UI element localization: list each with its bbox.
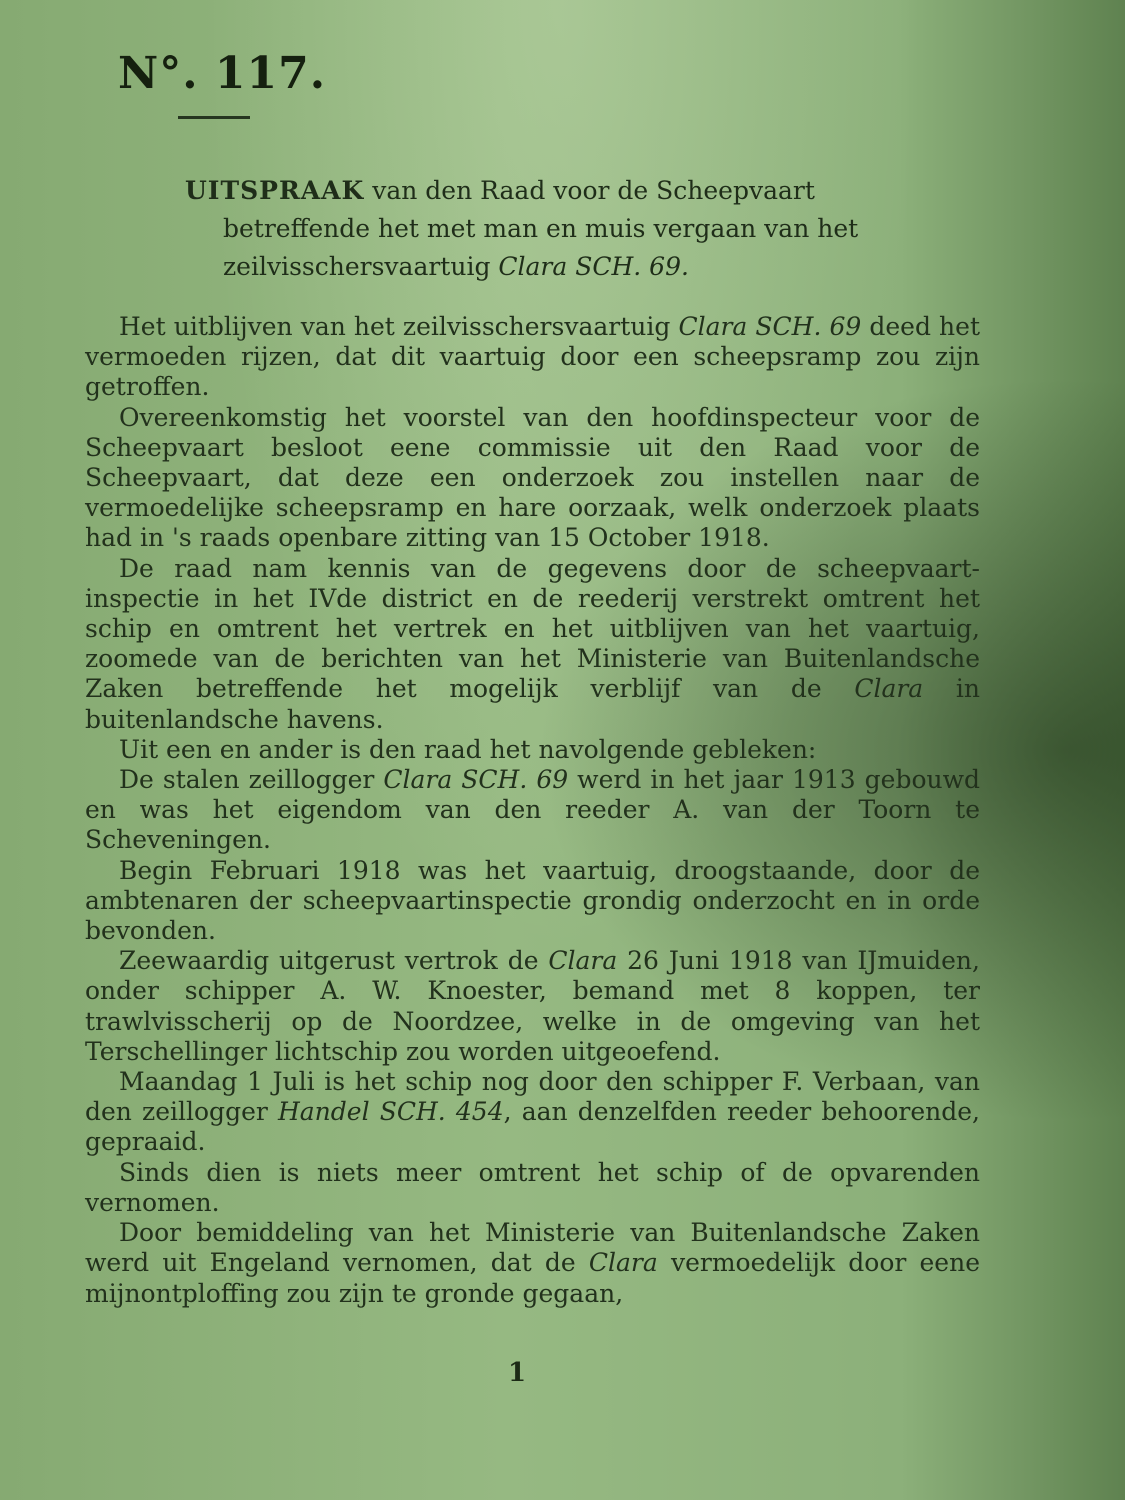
p1-text-c: deed het vermoeden rijzen, dat dit vaartuig door een scheepsramp zou zijn getroffen. — [85, 312, 981, 402]
p7-ship-name: Clara — [548, 946, 618, 976]
page-number: 1 — [508, 1358, 527, 1388]
p8-ship-name: Handel SCH. 454 — [277, 1097, 504, 1127]
heading-lead: UITSPRAAK — [185, 176, 365, 205]
heading-line2: betreffende het met man en muis vergaan van het — [223, 214, 859, 243]
paragraph-5 — [85, 765, 980, 856]
heading-line1: van den Raad voor de Scheepvaart — [364, 176, 815, 205]
verdict-body — [85, 312, 980, 1309]
heading-line3-plain: zeilvisschersvaartuig — [223, 252, 499, 281]
p5-text-c: werd in het jaar 1913 gebouwd en was het eigendom van den reeder A. van der Toorn te Scheveningen. — [85, 765, 981, 855]
p5-text-a: De stalen zeillogger — [119, 765, 384, 795]
p1-text-a: Het uitblijven van het zeilvisschersvaartuig — [119, 312, 679, 341]
p8-text-a: Maandag 1 Juli is het schip nog door den schipper F. Verbaan, van den zeillogger — [85, 1067, 980, 1127]
heading-ship-name: Clara SCH. 69. — [498, 252, 689, 281]
paragraph-4: Uit een en ander is den raad het navolgende gebleken: — [119, 734, 817, 764]
p10-text-a: Door bemiddeling van het Ministerie van Buitenlandsche Zaken werd uit Engeland vernomen, dat de — [85, 1218, 980, 1278]
heading-line3 — [185, 248, 980, 286]
paragraph-6: Begin Februari 1918 was het vaartuig, droogstaande, door de ambtenaren der scheepvaartinspectie grondig onderzocht en in orde bevonden. — [85, 855, 980, 946]
paragraph-1 — [85, 312, 980, 403]
p1-ship-name: Clara SCH. 69 — [678, 312, 862, 341]
p10-text-c: vermoedelijk door eene mijnontploffing zou zijn te gronde gegaan, — [85, 1248, 980, 1308]
p7-text-a: Zeewaardig uitgerust vertrok de — [119, 946, 549, 976]
title-rule — [178, 116, 250, 119]
p3-text-c: in buitenlandsche havens. — [85, 674, 980, 734]
verdict-heading — [185, 172, 980, 286]
p10-ship-name: Clara — [588, 1248, 658, 1278]
paragraph-2: Overeenkomstig het voorstel van den hoofdinspecteur voor de Scheepvaart besloot eene commissie uit den Raad voor de Scheepvaart, dat deze een onderzoek zou instellen naar de vermoedelijke scheepsramp en hare oorzaak, welk onderzoek plaats had in 's raads openbare zitting van 15 October 1918. — [85, 402, 980, 553]
p3-ship-name: Clara — [854, 674, 924, 704]
paragraph-7 — [85, 946, 980, 1067]
p8-text-c: , aan denzelfden reeder behoorende, gepraaid. — [85, 1097, 980, 1157]
document-number: N°. 117. — [118, 48, 327, 99]
p7-text-c: 26 Juni 1918 van IJmuiden, onder schipper A. W. Knoester, bemand met 8 koppen, ter trawlvisscherij op de Noordzee, welke in de omgeving van het Terschellinger lichtschip zou worden uitgeoefend. — [85, 946, 980, 1066]
p5-ship-name: Clara SCH. 69 — [383, 765, 569, 795]
paragraph-3 — [85, 554, 980, 735]
paragraph-8 — [85, 1067, 980, 1158]
paragraph-9: Sinds dien is niets meer omtrent het schip of de opvarenden vernomen. — [85, 1157, 980, 1217]
p3-text-a: De raad nam kennis van de gegevens door de scheepvaart-inspectie in het IVde district en de reederij verstrekt omtrent het schip en omtrent het vertrek en het uitblijven van het vaartuig, zoomede van de berichten van het Ministerie van Buitenlandsche Zaken betreffende het mogelijk verblijf van de — [85, 553, 980, 704]
paragraph-10 — [85, 1218, 980, 1309]
